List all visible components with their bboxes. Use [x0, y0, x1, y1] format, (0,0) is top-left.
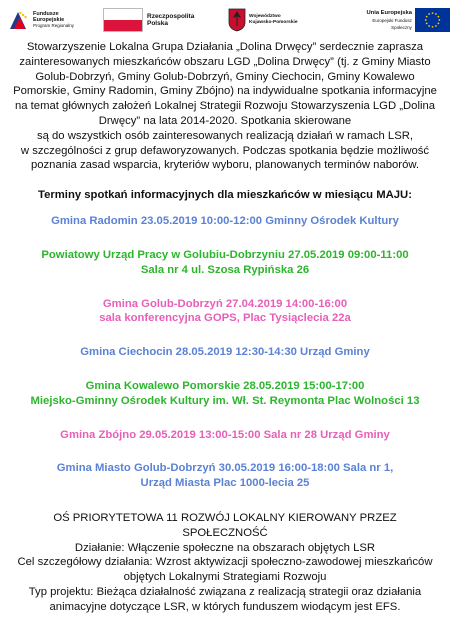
eu-flag-icon [415, 8, 450, 32]
footer-line: Działanie: Włączenie społeczne na obszarach objętych LSR [74, 541, 376, 554]
event-golub [4, 297, 446, 327]
event-pup-line1: Powiatowy Urząd Pracy w Golubiu-Dobrzyniu 27.05.2019 09:00-11:00 [41, 249, 409, 262]
event-miasto-line2: Urząd Miasta Plac 1000-lecia 25 [140, 477, 310, 490]
intro-line: są do wszystkich osób zainteresowanych realizacją działań w ramach LSR, [36, 129, 414, 142]
invitation-content [4, 40, 446, 615]
intro-line: w szczególności z grup defaworyzowanych. Podczas spotkania będzie możliwość [20, 144, 430, 157]
event-radomin: Gmina Radomin 23.05.2019 10:00-12:00 Gminny Ośrodek Kultury [51, 215, 399, 228]
intro-line: na temat głównych założeń Lokalnej Strategii Rozwoju Stowarzyszenia LGD „Dolina [14, 100, 436, 113]
event-miasto-line1: Gmina Miasto Golub-Dobrzyń 30.05.2019 16:00-18:00 Sala nr 1, [56, 462, 394, 475]
kp-line1: Województwo [249, 14, 281, 20]
rzeczpospolita-polska-logo [103, 6, 194, 34]
intro-line: poznania zasad wsparcia, kryteriów wyboru, planowanych terminów naborów. [30, 159, 420, 172]
project-footer [4, 511, 446, 615]
event-pup-line2: Sala nr 4 ul. Szosa Rypińska 26 [140, 263, 310, 276]
eu-line2: Europejski Fundusz Społeczny [372, 17, 412, 30]
schedule-heading: Terminy spotkań informacyjnych dla mieszkańców w miesiącu MAJU: [38, 189, 412, 202]
crest-icon [228, 8, 246, 32]
fe-line2: Europejskie [33, 16, 65, 23]
footer-line: Typ projektu: Bieżąca działalność związana z realizacją strategii oraz działania [28, 586, 422, 599]
intro-line: Drwęcy” na lata 2014-2020. Spotkania skierowane [98, 114, 352, 127]
event-miasto [4, 461, 446, 491]
event-kowalewo-line2: Miejsko-Gminny Ośrodek Kultury im. Wł. St. Reymonta Plac Wolności 13 [30, 394, 420, 407]
footer-line: animacyjne dotyczące LSR, w których funduszem wiodącym jest EFS. [49, 600, 401, 613]
intro-line: Pomorskie, Gminy Radomin, Gminy Zbójno) na indywidualne spotkania informacyjne [13, 85, 437, 98]
polish-flag-icon [103, 8, 143, 32]
unia-europejska-logo [352, 6, 450, 34]
intro-line: Golub-Dobrzyń, Gminy Golub-Dobrzyń, Gminy Ciechocin, Gminy Kowalewo [35, 70, 415, 83]
eu-line1: Unia Europejska [366, 9, 412, 16]
kujawsko-pomorskie-logo [228, 6, 298, 34]
event-golub-line1: Gmina Golub-Dobrzyń 27.04.2019 14:00-16:00 [102, 297, 348, 310]
logo-bar [0, 0, 450, 40]
intro-line: zainteresowanych mieszkańców obszaru LGD „Dolina Drwęcy” (tj. z Gminy Miasto [19, 55, 431, 68]
footer-line: Cel szczegółowy działania: Wzrost aktywizacji społeczno-zawodowej mieszkańców [17, 556, 433, 569]
event-pup [4, 248, 446, 278]
intro-line: Stowarzyszenie Lokalna Grupa Działania „Dolina Drwęcy” serdecznie zaprasza [26, 41, 424, 53]
footer-line: objętych Lokalnymi Strategiami Rozwoju [123, 571, 327, 584]
event-zbojno: Gmina Zbójno 29.05.2019 13:00-15:00 Sala nr 28 Urząd Gminy [60, 428, 390, 441]
footer-line: OŚ PRIORYTETOWA 11 ROZWÓJ LOKALNY KIEROWANY PRZEZ [53, 512, 397, 525]
fe-line3: Program Regionalny [33, 23, 75, 29]
fundusze-europejskie-icon [8, 9, 30, 31]
kp-line2: Kujawsko-Pomorskie [249, 20, 298, 25]
event-golub-line2: sala konferencyjna GOPS, Plac Tysiąclecia 22a [99, 312, 351, 325]
pl-line1: Rzeczpospolita [147, 12, 195, 20]
fundusze-europejskie-logo [8, 6, 74, 34]
pl-line2: Polska [147, 20, 168, 27]
event-kowalewo [4, 379, 446, 409]
footer-line: SPOŁECZNOŚĆ [182, 526, 268, 539]
event-kowalewo-line1: Gmina Kowalewo Pomorskie 28.05.2019 15:00-17:00 [85, 380, 365, 393]
fe-line1: Fundusze [33, 10, 59, 17]
intro-paragraph [4, 40, 446, 173]
event-ciechocin: Gmina Ciechocin 28.05.2019 12:30-14:30 Urząd Gminy [80, 346, 370, 359]
